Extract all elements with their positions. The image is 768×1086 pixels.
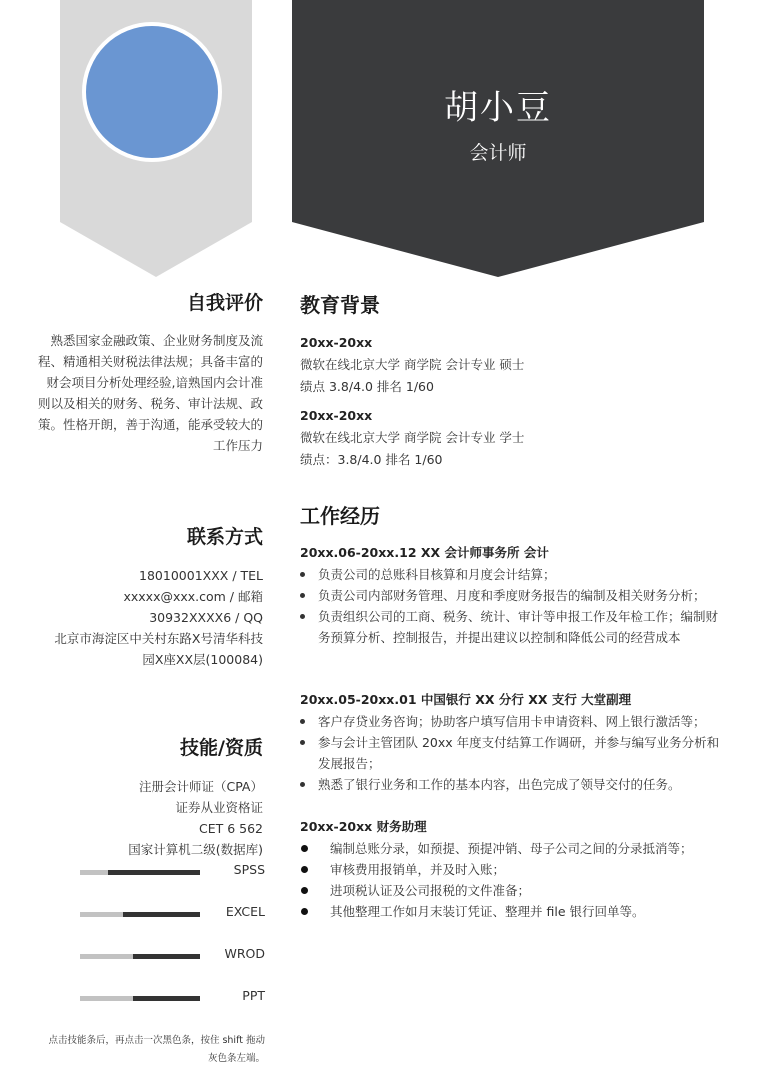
list-item: 参与会计主管团队 20xx 年度支付结算工作调研，并参与编写业务分析和发展报告； — [318, 732, 723, 774]
job-duties — [330, 838, 725, 922]
cert-item: 证券从业资格证 — [175, 800, 263, 815]
skills-heading: 技能/资质 — [180, 737, 263, 759]
education-heading: 教育背景 — [300, 293, 380, 317]
skill-bar-ppt[interactable] — [80, 990, 265, 1006]
list-item: 其他整理工作如月末装订凭证、整理并 file 银行回单等。 — [330, 901, 725, 922]
job-header: 20xx-20xx 财务助理 — [300, 819, 427, 834]
skill-label: SPSS — [233, 862, 265, 877]
skill-bar-spss[interactable] — [80, 864, 265, 880]
job-header: 20xx.05-20xx.01 中国银行 XX 分行 XX 支行 大堂副理 — [300, 692, 632, 707]
skill-bar-word[interactable] — [80, 948, 265, 964]
education-school: 微软在线北京大学 商学院 会计专业 硕士 — [300, 357, 525, 372]
list-item: 负责公司的总账科目核算和月度会计结算； — [318, 564, 723, 585]
education-score: 绩点：3.8/4.0 排名 1/60 — [300, 452, 443, 467]
contact-address-line-1: 北京市海淀区中关村东路X号清华科技 — [54, 631, 263, 646]
contact-address-line-2: 园X座XX层(100084) — [142, 652, 263, 667]
skill-label: WROD — [224, 946, 265, 961]
avatar[interactable] — [82, 22, 222, 162]
contact-email: xxxxx@xxx.com / 邮箱 — [123, 589, 263, 604]
self-eval-heading: 自我评价 — [186, 292, 263, 314]
contact-heading: 联系方式 — [186, 526, 263, 548]
skill-fill[interactable] — [108, 870, 200, 875]
cert-item: 注册会计师证（CPA） — [138, 779, 263, 794]
skill-label: PPT — [242, 988, 265, 1003]
self-eval-text: 熟悉国家金融政策、企业财务制度及流程、精通相关财税法律法规；具备丰富的财会项目分析处理经验,谙熟国内会计准则以及相关的财务、税务、审计法规、政策。性格开朗，善于沟通，能承受较大的工作压力 — [38, 333, 264, 453]
skill-bar-excel[interactable] — [80, 906, 265, 922]
cert-item: CET 6 562 — [198, 821, 263, 836]
list-item: 负责公司内部财务管理、月度和季度财务报告的编制及相关财务分析； — [318, 585, 723, 606]
contact-phone: 18010001XXX / TEL — [139, 568, 263, 583]
job-duties — [318, 711, 723, 795]
list-item: 进项税认证及公司报税的文件准备； — [330, 880, 725, 901]
job-header: 20xx.06-20xx.12 XX 会计师事务所 会计 — [300, 545, 549, 560]
list-item: 熟悉了银行业务和工作的基本内容，出色完成了领导交付的任务。 — [318, 774, 723, 795]
contact-qq: 30932XXXX6 / QQ — [149, 610, 263, 625]
education-period: 20xx-20xx — [300, 408, 373, 423]
skill-fill[interactable] — [123, 912, 200, 917]
job-duties — [318, 564, 723, 648]
education-period: 20xx-20xx — [300, 335, 373, 350]
list-item: 负责组织公司的工商、税务、统计、审计等申报工作及年检工作；编制财务预算分析、控制报告，并提出建议以控制和降低公司的经营成本 — [318, 606, 723, 648]
list-item: 客户存贷业务咨询；协助客户填写信用卡申请资料、网上银行激活等； — [318, 711, 723, 732]
education-item — [300, 332, 720, 398]
education-school: 微软在线北京大学 商学院 会计专业 学士 — [300, 430, 525, 445]
education-item — [300, 405, 720, 471]
skill-fill[interactable] — [133, 954, 200, 959]
skill-bar-tip: 点击技能条后，再点击一次黑色条，按住 shift 拖动灰色条左端。 — [48, 1035, 265, 1064]
job-title: 会计师 — [469, 142, 527, 164]
cert-item: 国家计算机二级(数据库) — [128, 842, 263, 857]
list-item: 审核费用报销单，并及时入账； — [330, 859, 725, 880]
work-heading: 工作经历 — [300, 504, 380, 528]
skill-label: EXCEL — [225, 904, 265, 919]
skill-fill[interactable] — [133, 996, 200, 1001]
list-item: 编制总账分录，如预提、预提冲销、母子公司之间的分录抵消等； — [330, 838, 725, 859]
person-name: 胡小豆 — [444, 88, 552, 128]
education-score: 绩点 3.8/4.0 排名 1/60 — [300, 379, 434, 394]
